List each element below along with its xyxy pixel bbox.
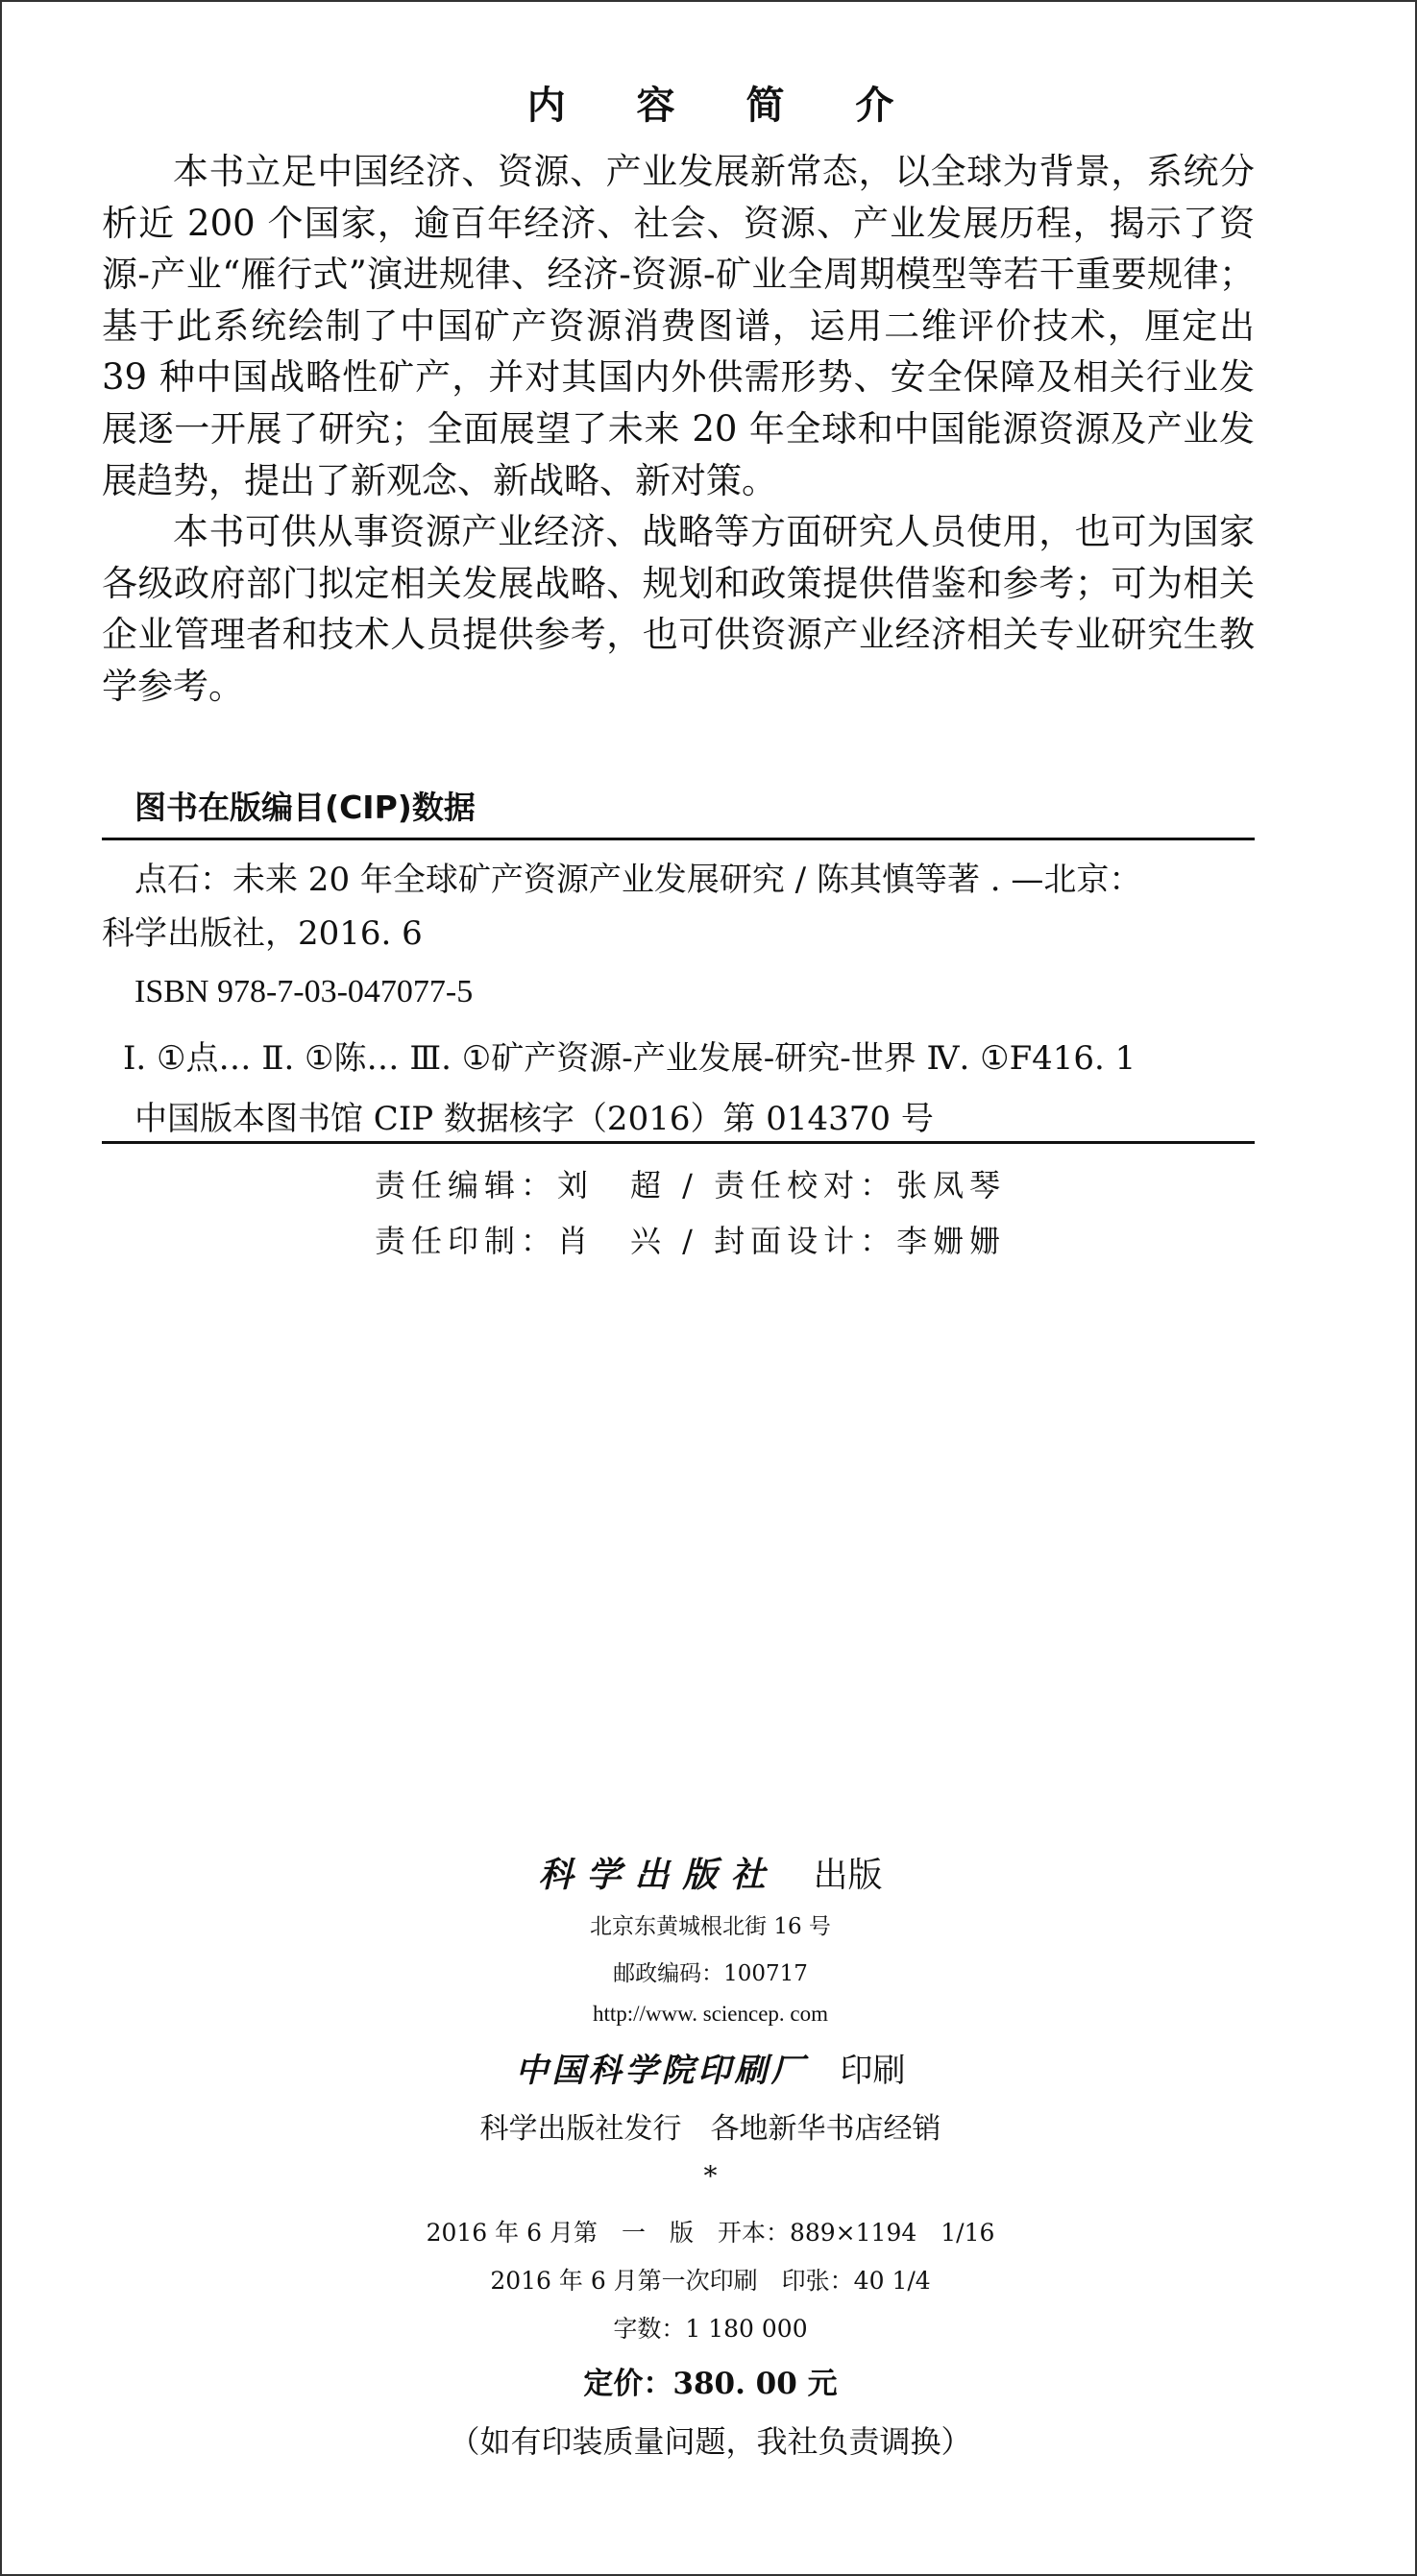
cip-bottom-rule <box>102 1141 1255 1144</box>
publisher-line <box>2 1848 1417 1897</box>
printer-name: 中国科学院印刷厂 <box>515 2052 808 2090</box>
quality-note: （如有印装质量问题，我社负责调换） <box>449 2423 972 2460</box>
intro-paragraph-2: 本书可供从事资源产业经济、战略等方面研究人员使用，也可为国家各级政府部门拟定相关发展战略、规划和政策提供借鉴和参考；可为相关企业管理者和技术人员提供参考，也可供资源产业经济相关专业研究生教学参考。 <box>102 511 1255 707</box>
printing-line: 2016 年 6 月第一次印刷 印张：40 1/4 <box>490 2267 931 2295</box>
cip-publisher-line: 科学出版社，2016. 6 <box>102 914 423 953</box>
cip-record-number: 中国版本图书馆 CIP 数据核字（2016）第 014370 号 <box>134 1100 934 1138</box>
intro-body <box>102 146 1255 713</box>
cip-classification: Ⅰ. ①点… Ⅱ. ①陈… Ⅲ. ①矿产资源-产业发展-研究-世界 Ⅳ. ①F416. 1 <box>123 1039 1136 1078</box>
credits-production: 责任印制：肖 兴 / 封面设计：李姗姗 <box>375 1223 1007 1259</box>
publisher-url: http://www. sciencep. com <box>592 2002 829 2026</box>
publisher-postcode: 邮政编码：100717 <box>613 1961 808 1986</box>
publisher-address: 北京东黄城根北街 16 号 <box>590 1914 831 1939</box>
distribution-line: 科学出版社发行 各地新华书店经销 <box>479 2112 941 2146</box>
cip-isbn: ISBN 978-7-03-047077-5 <box>134 974 474 1009</box>
cip-heading: 图书在版编目(CIP)数据 <box>134 789 476 826</box>
separator-asterisk: * <box>703 2160 718 2192</box>
publisher-name: 科学出版社 <box>538 1855 779 1895</box>
edition-line: 2016 年 6 月第 一 版 开本：889×1194 1/16 <box>426 2219 995 2247</box>
word-count: 字数：1 180 000 <box>613 2315 808 2343</box>
price: 定价：380. 00 元 <box>583 2367 838 2401</box>
cip-top-rule <box>102 838 1255 840</box>
cip-title-line: 点石：未来 20 年全球矿产资源产业发展研究 / 陈其慎等著 . —北京： <box>134 861 1142 899</box>
credits-editors: 责任编辑：刘 超 / 责任校对：张凤琴 <box>375 1167 1007 1203</box>
intro-paragraph-1: 本书立足中国经济、资源、产业发展新常态，以全球为背景，系统分析近 200 个国家，逾百年经济、社会、资源、产业发展历程，揭示了资源-产业“雁行式”演进规律、经济-资源-矿业全周期模型等若干重要规律；基于此系统绘制了中国矿产资源消费图谱，运用二维评价技术，厘定出 39 种中国战略性矿产，并对其国内外供需形势、安全保障及相关行业发展逐一开展了研究；全面展望了未来 20 年全球和中国能源资源及产业发展趋势，提出了新观念、新战略、新对策。 <box>102 151 1255 501</box>
intro-title: 内 容 简 介 <box>526 84 923 128</box>
printer-line <box>2 2044 1417 2091</box>
printer-suffix: 印刷 <box>840 2052 906 2090</box>
publisher-suffix: 出版 <box>813 1856 883 1895</box>
